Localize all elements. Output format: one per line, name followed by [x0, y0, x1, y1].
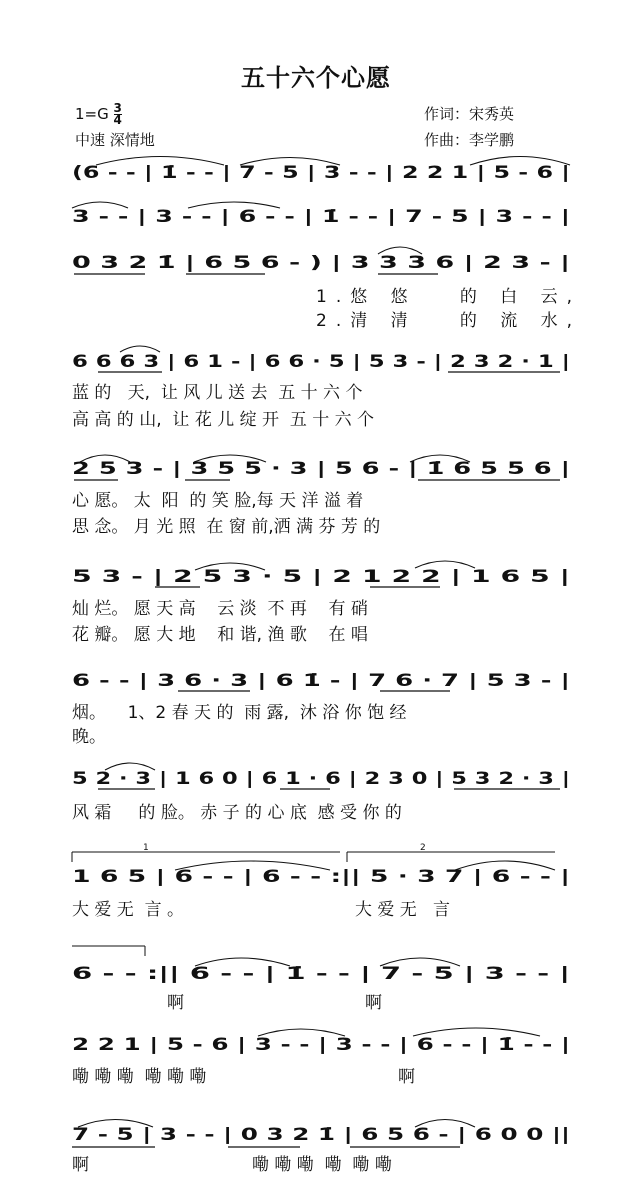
notation-row: 6 6 6 3 | 6 1 - | 6 6 · 5 | 5 3 - | 2 3 2 · 1 | — [72, 352, 570, 372]
lyric-line: 啊 — [398, 1067, 415, 1087]
notation-row: 3 - - | 3 - - | 6 - - | 1̇ - - | 7 - 5 | 3 - - | — [72, 207, 570, 227]
notation-row: 0 3 2 1̇ | 6 5 6 - ) | 3 3 3 6 | 2 3 - | — [72, 253, 570, 273]
lyric-line: 花 瓣。 愿 大 地 和 谐, 渔 歌 在 唱 — [72, 625, 368, 645]
lyricist: 作词：宋秀英 — [424, 105, 515, 123]
notation-row: 6 - - :|| 6 - - | 1̇ - - | 7 - 5 | 3 - - | — [72, 964, 570, 984]
notation-row: 6 - - | 3 6 · 3 | 6 1̇ - | 7 6 · 7 | 5 3 - | — [72, 671, 570, 691]
notation-row: 5 2 · 3 | 1 6 0 | 6 1 · 6 | 2 3 0 | 5 3 2 · 3 | — [72, 769, 570, 789]
song-title: 五十六个心愿 — [241, 64, 391, 92]
lyric-line: 烟。 1、2 春 天 的 雨 露, 沐 浴 你 饱 经 — [72, 703, 407, 723]
tempo-marking: 中速 深情地 — [75, 131, 155, 149]
time-numerator: 3 — [113, 101, 122, 115]
notation-row: 5 3 - | 2 5 3 · 5 | 2 1 2 2 | 1 6 5 | — [72, 567, 570, 587]
lyric-line: 嘞 嘞 嘞 嘞 嘞 嘞 — [72, 1067, 207, 1087]
lyric-line: 思 念。 月 光 照 在 窗 前,洒 满 芬 芳 的 — [72, 517, 381, 537]
notation-row: 7 - 5 | 3 - - | 0 3 2 1̇ | 6 5 6 - | 6 0 0 || — [72, 1125, 570, 1145]
lyric-line: 啊 — [72, 1155, 89, 1175]
lyric-line: 心 愿。 太 阳 的 笑 脸,每 天 洋 溢 着 — [72, 491, 364, 511]
notation-row: 2 5 3 - | 3 5 5 · 3 | 5 6 - | 1̇ 6 5 5 6 | — [72, 459, 570, 479]
time-denominator: 4 — [113, 113, 122, 127]
lyric-line: 风 霜 的 脸。 赤 子 的 心 底 感 受 你 的 — [72, 803, 402, 823]
lyric-line: 大 爱 无 言 — [355, 900, 451, 920]
lyric-line: 灿 烂。 愿 天 高 云 淡 不 再 有 硝 — [72, 599, 368, 619]
lyric-line: 蓝 的 天, 让 风 儿 送 去 五 十 六 个 — [72, 383, 363, 403]
lyric-line: 晚。 — [72, 727, 106, 747]
volta-1-label: 1 — [143, 843, 149, 853]
lyric-line: 啊 — [167, 993, 184, 1013]
notation-row: (6 - - | 1̇ - - | 7 - 5 | 3 - - | 2 2 1 | 5 - 6 | — [72, 163, 570, 183]
key-label: 1=G — [75, 105, 109, 123]
lyric-line: 高 高 的 山, 让 花 儿 绽 开 五 十 六 个 — [72, 410, 375, 430]
volta-2-label: 2 — [420, 843, 426, 853]
lyric-line: 2.清 清 的 流 水, — [316, 311, 582, 331]
composer: 作曲：李学鹏 — [424, 131, 515, 149]
notation-row: 1 6 5 | 6 - - | 6 - - :|| 5 · 3 7 | 6 - - | — [72, 867, 570, 887]
notation-row: 2 2 1 | 5 - 6 | 3 - - | 3 - - | 6 - - | 1̇ - - | — [72, 1035, 570, 1055]
lyric-line: 啊 — [365, 993, 382, 1013]
lyric-line: 1.悠 悠 的 白 云, — [316, 287, 582, 307]
lyric-line: 大 爱 无 言 。 — [72, 900, 185, 920]
lyric-line: 嘞 嘞 嘞 嘞 嘞 嘞 — [252, 1155, 392, 1175]
